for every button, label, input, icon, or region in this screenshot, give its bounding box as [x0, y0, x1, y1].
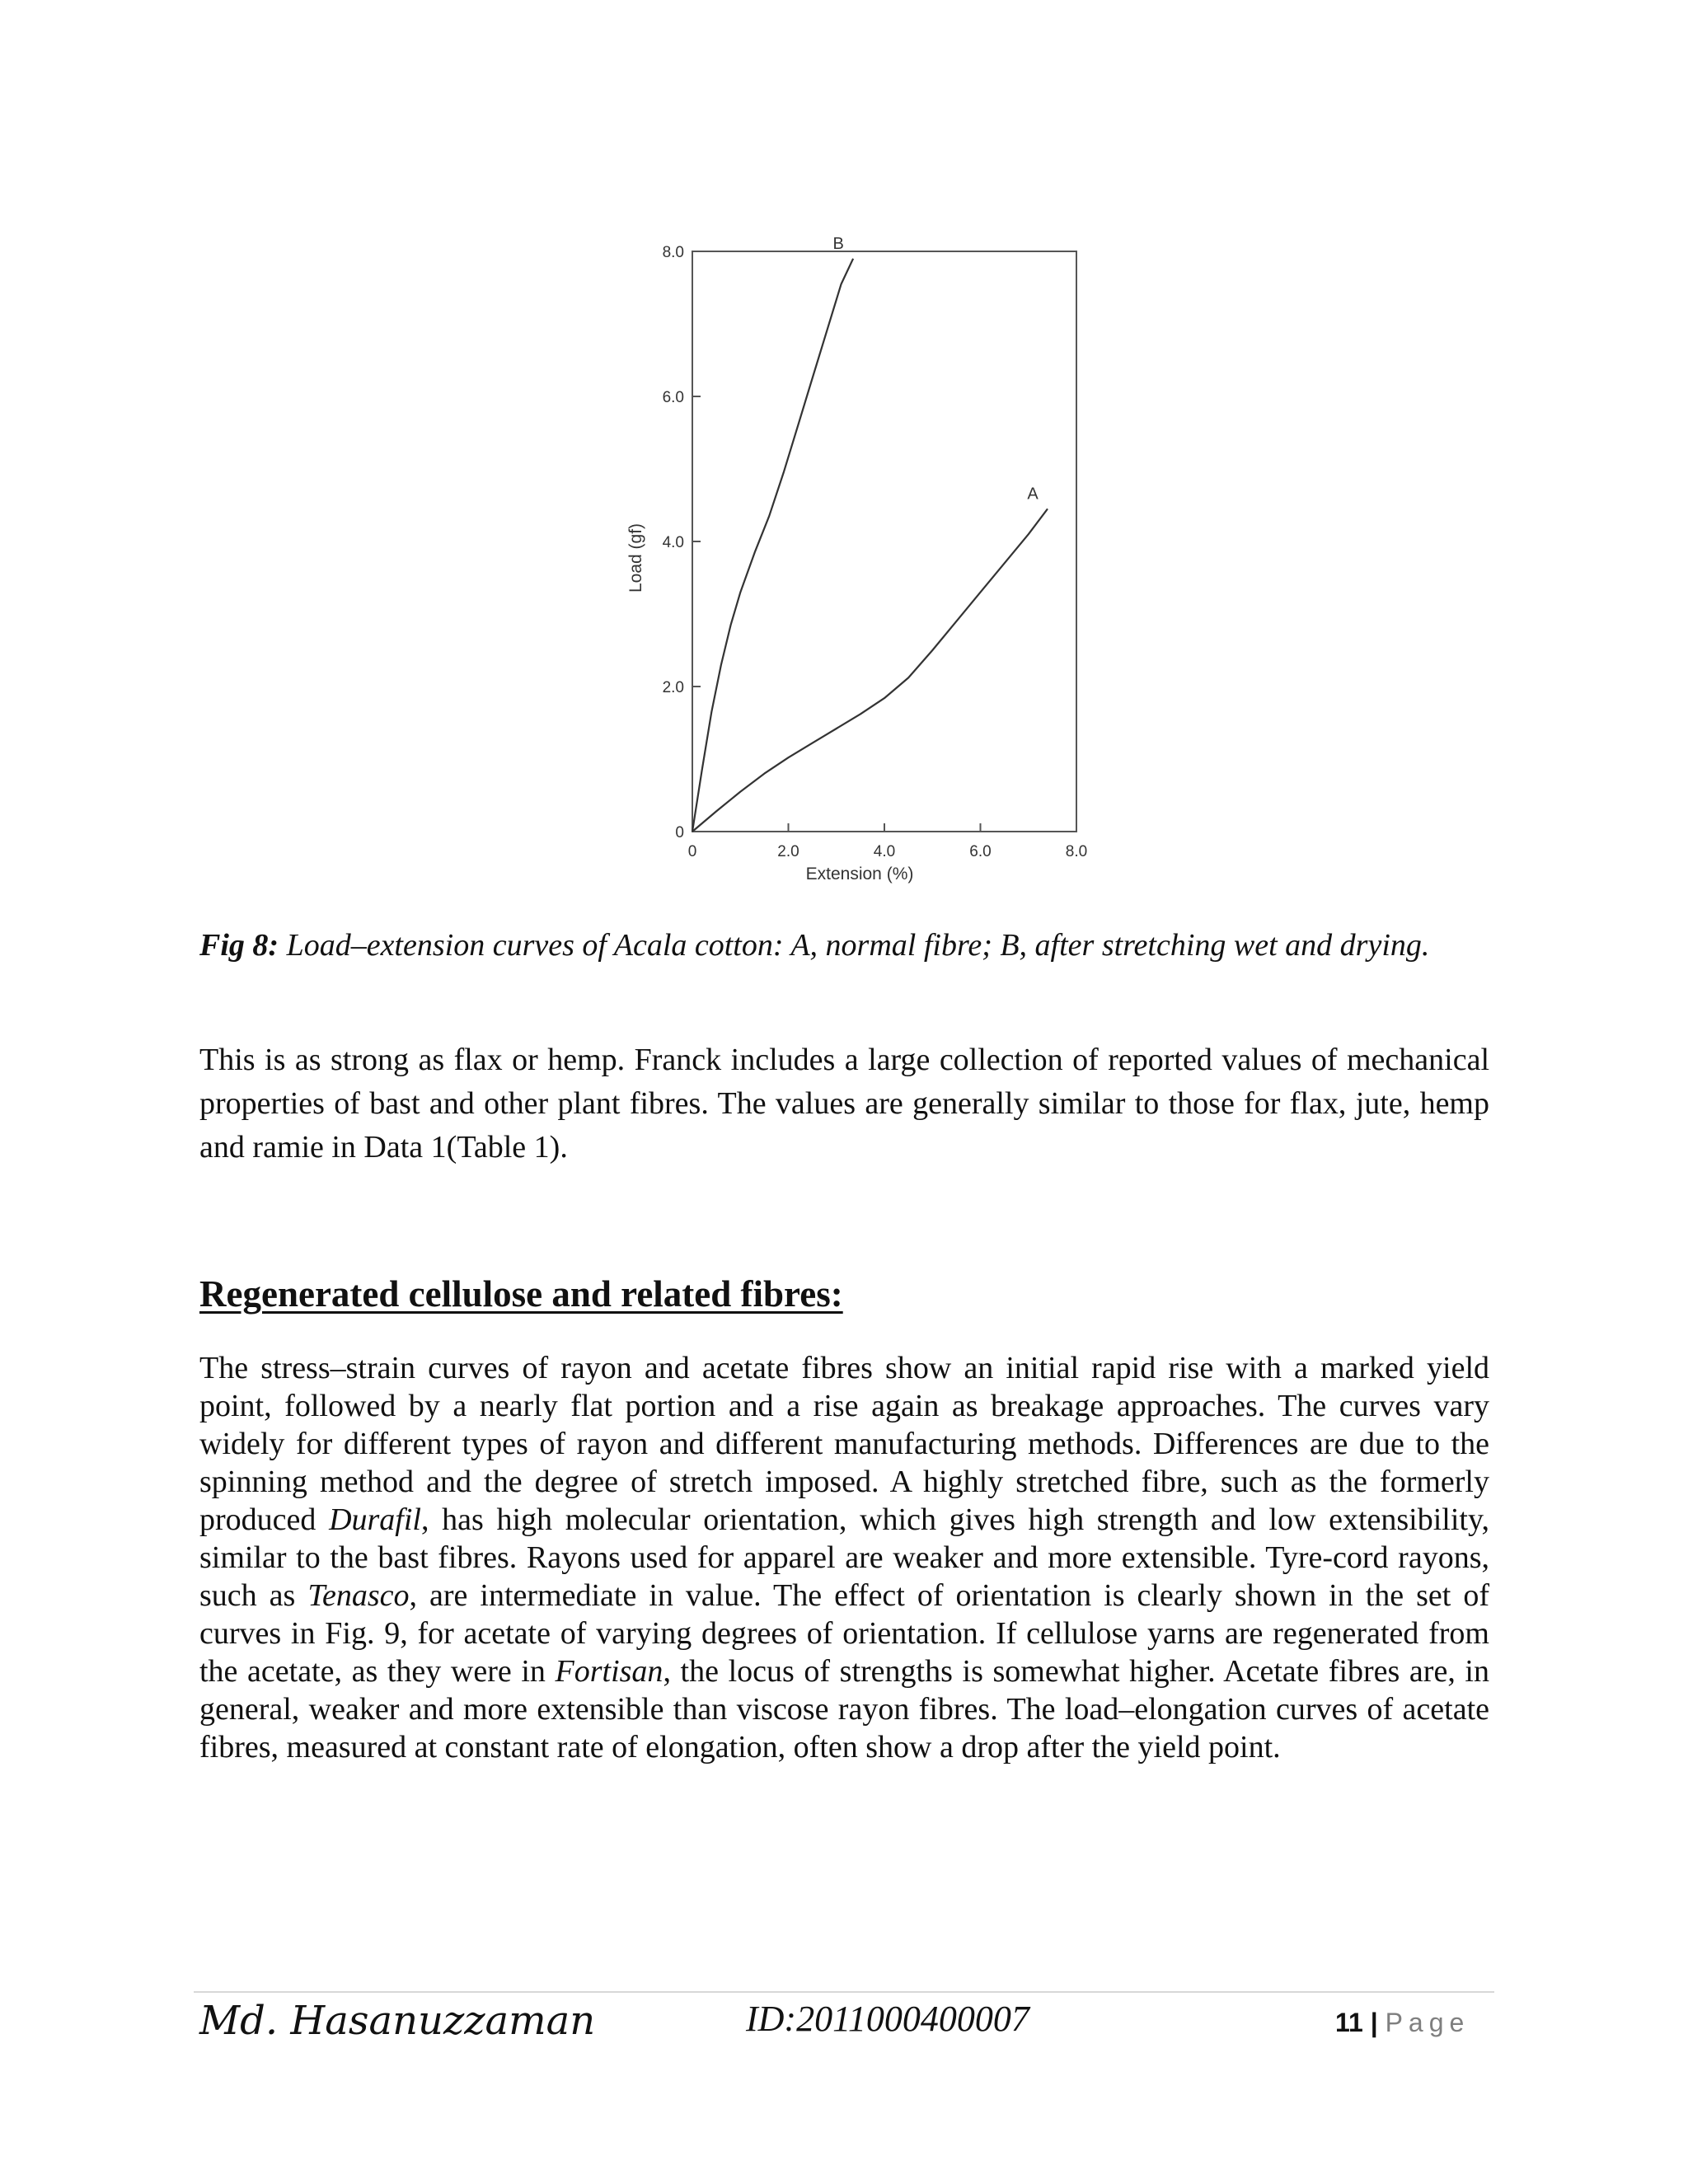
y-axis-label: Load (gf)	[626, 523, 645, 593]
para2-term-fortisan: Fortisan	[555, 1654, 663, 1689]
y-tick-label: 6.0	[662, 389, 684, 406]
series-line-a	[692, 509, 1048, 832]
section-heading-text: Regenerated cellulose and related fibres:	[199, 1273, 843, 1315]
y-tick-label: 0	[675, 824, 684, 841]
plot-frame	[692, 251, 1076, 832]
paragraph-regenerated-cellulose	[199, 1349, 1489, 1766]
para2-term-tenasco: Tenasco	[307, 1578, 410, 1613]
caption-text: Load–extension curves of Acala cotton: A, normal fibre; B, after stretching wet and drying.	[286, 928, 1430, 963]
paragraph-flax-comparison: This is as strong as flax or hemp. Franck includes a large collection of reported values of mechanical properties of bast and other plant fibres. The values are generally similar to those for flax, jute, hemp and ramie in Data 1(Table 1).	[199, 1043, 1489, 1165]
y-tick-label: 8.0	[662, 244, 684, 261]
y-tick-label: 2.0	[662, 679, 684, 696]
para2-text-2: , has high molecular orientation, which gives high strength and low extensibility, similar to the bast fibres. Rayons used for apparel are weaker and more extensible. Tyre-cord rayons, such as	[199, 1502, 1489, 1613]
para2-text-3: , are intermediate in value. The effect of orientation is clearly shown in the set of curves in Fig. 9, for acetate of varying degrees of orientation. If cellulose yarns are regenerated from the acetate, as they were in	[199, 1578, 1489, 1689]
footer-page-indicator	[1335, 2008, 1470, 2038]
caption-label: Fig 8:	[199, 928, 279, 963]
series-label-a: A	[1027, 485, 1039, 504]
x-tick-label: 4.0	[873, 843, 896, 860]
page-word: Page	[1385, 2008, 1470, 2037]
section-heading	[199, 1269, 1489, 1319]
series-label-b: B	[832, 235, 844, 253]
footer-divider	[194, 1991, 1494, 1993]
chart-svg	[610, 235, 1121, 894]
footer-student-id: ID:2011000400007	[746, 1999, 1029, 2039]
footer-author: Md. Hasanuzzaman	[199, 1998, 596, 2044]
para2-text-4: , the locus of strengths is somewhat higher. Acetate fibres are, in general, weaker and more extensible than viscose rayon fibres. The load–elongation curves of acetate fibres, measured at constant rate of elongation, often show a drop after the yield point.	[199, 1654, 1489, 1765]
figure-caption	[199, 923, 1485, 968]
x-tick-label: 0	[687, 843, 697, 860]
para2-term-durafil: Durafil	[329, 1502, 421, 1537]
x-tick-label: 2.0	[777, 843, 799, 860]
y-tick-label: 4.0	[662, 534, 684, 551]
x-tick-label: 6.0	[969, 843, 992, 860]
x-axis-label: Extension (%)	[805, 865, 914, 883]
series-line-b	[692, 259, 853, 832]
page-number: 11	[1335, 2008, 1363, 2037]
x-tick-label: 8.0	[1065, 843, 1088, 860]
page-separator: |	[1370, 2008, 1378, 2037]
para2-text-1: The stress–strain curves of rayon and acetate fibres show an initial rapid rise with a marked yield point, followed by a nearly flat portion and a rise again as breakage approaches. The curves vary widely for different types of rayon and different manufacturing methods. Differences are due to the spinning method and the degree of stretch imposed. A highly stretched fibre, such as the formerly produced	[199, 1351, 1489, 1537]
load-extension-chart	[610, 235, 1121, 894]
